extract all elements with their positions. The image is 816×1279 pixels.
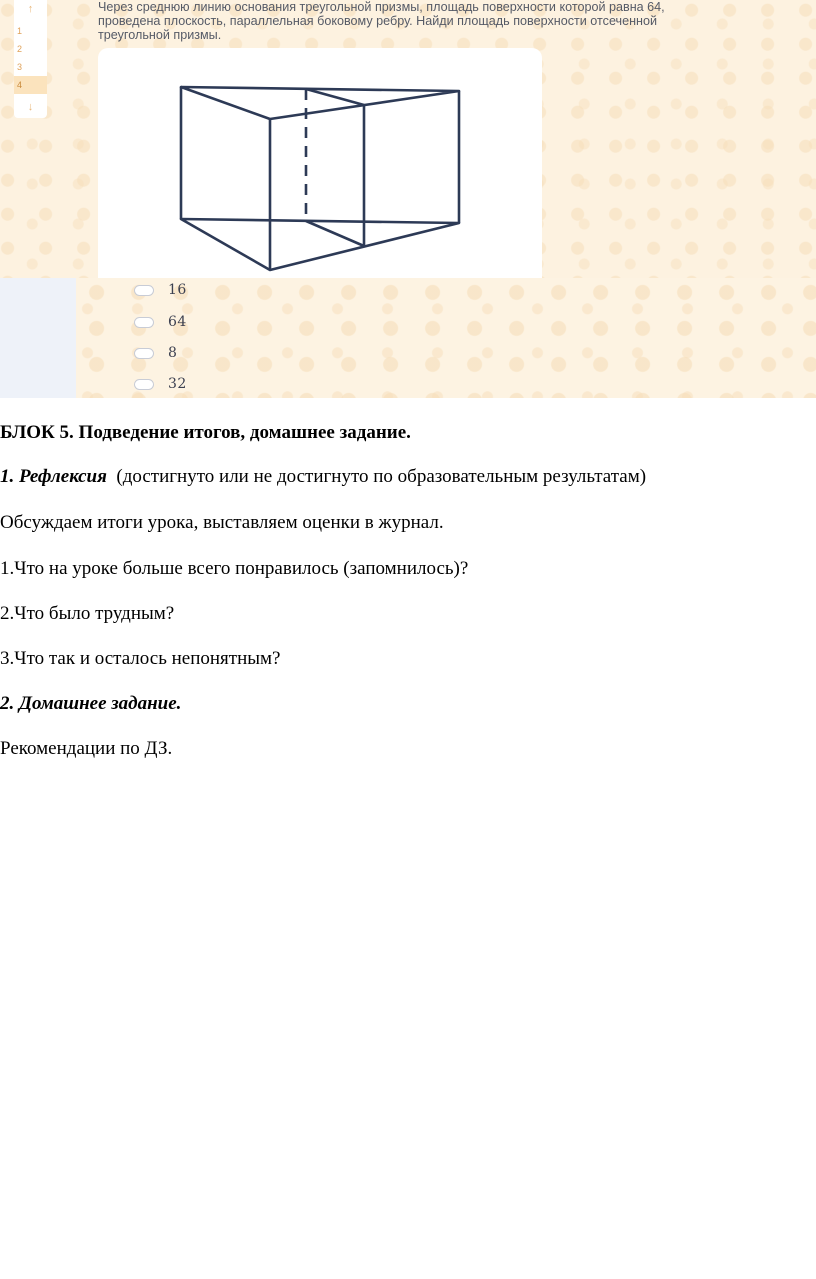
answer-label: 8 bbox=[168, 345, 178, 361]
answer-label: 16 bbox=[168, 282, 187, 298]
question-line: Через среднюю линию основания треугольной призмы, площадь поверхности которой равна 64, bbox=[98, 0, 665, 14]
homework-heading: 2. Домашнее задание. bbox=[0, 693, 182, 714]
quiz-screenshot bbox=[0, 0, 816, 278]
question-nav-item-4[interactable]: 4 bbox=[14, 76, 47, 94]
answer-option[interactable] bbox=[134, 343, 177, 363]
question-line: треугольной призмы. bbox=[98, 28, 222, 42]
question-text bbox=[98, 0, 803, 42]
answer-panel bbox=[0, 278, 816, 398]
reflection-line bbox=[0, 466, 646, 488]
question-nav bbox=[14, 0, 47, 118]
radio-button[interactable] bbox=[134, 285, 154, 296]
question-line: проведена плоскость, параллельная боковому ребру. Найди площадь поверхности отсеченной bbox=[98, 14, 658, 28]
section-top-edge bbox=[306, 89, 364, 105]
answer-option[interactable] bbox=[134, 280, 187, 300]
radio-button[interactable] bbox=[134, 348, 154, 359]
block-title: БЛОК 5. Подведение итогов, домашнее задание. bbox=[0, 422, 411, 443]
arrow-up-icon[interactable]: ↑ bbox=[27, 3, 34, 15]
triangular-prism-icon bbox=[98, 48, 542, 278]
homework-text: Рекомендации по ДЗ. bbox=[0, 738, 173, 759]
radio-button[interactable] bbox=[134, 379, 154, 390]
reflection-question-2: 2.Что было трудным? bbox=[0, 603, 175, 624]
reflection-question-1: 1.Что на уроке больше всего понравилось (запомнилось)? bbox=[0, 558, 469, 579]
discussion-text: Обсуждаем итоги урока, выставляем оценки в журнал. bbox=[0, 512, 444, 533]
sidebar-strip bbox=[0, 278, 76, 398]
reflection-note: (достигнуто или не достигнуто по образовательным результатам) bbox=[116, 466, 647, 487]
arrow-down-icon[interactable]: ↓ bbox=[27, 101, 34, 113]
answer-label: 64 bbox=[168, 314, 187, 330]
question-nav-item-2[interactable]: 2 bbox=[17, 44, 23, 54]
answer-option[interactable] bbox=[134, 312, 187, 332]
question-nav-item-1[interactable]: 1 bbox=[17, 26, 23, 36]
reflection-question-3: 3.Что так и осталось непонятным? bbox=[0, 648, 281, 669]
section-bottom-edge bbox=[306, 221, 364, 246]
question-nav-item-3[interactable]: 3 bbox=[17, 62, 23, 72]
answer-option[interactable] bbox=[134, 374, 187, 394]
radio-button[interactable] bbox=[134, 317, 154, 328]
figure-card bbox=[98, 48, 542, 278]
answer-label: 32 bbox=[168, 376, 187, 392]
reflection-heading: 1. Рефлексия bbox=[0, 466, 107, 487]
